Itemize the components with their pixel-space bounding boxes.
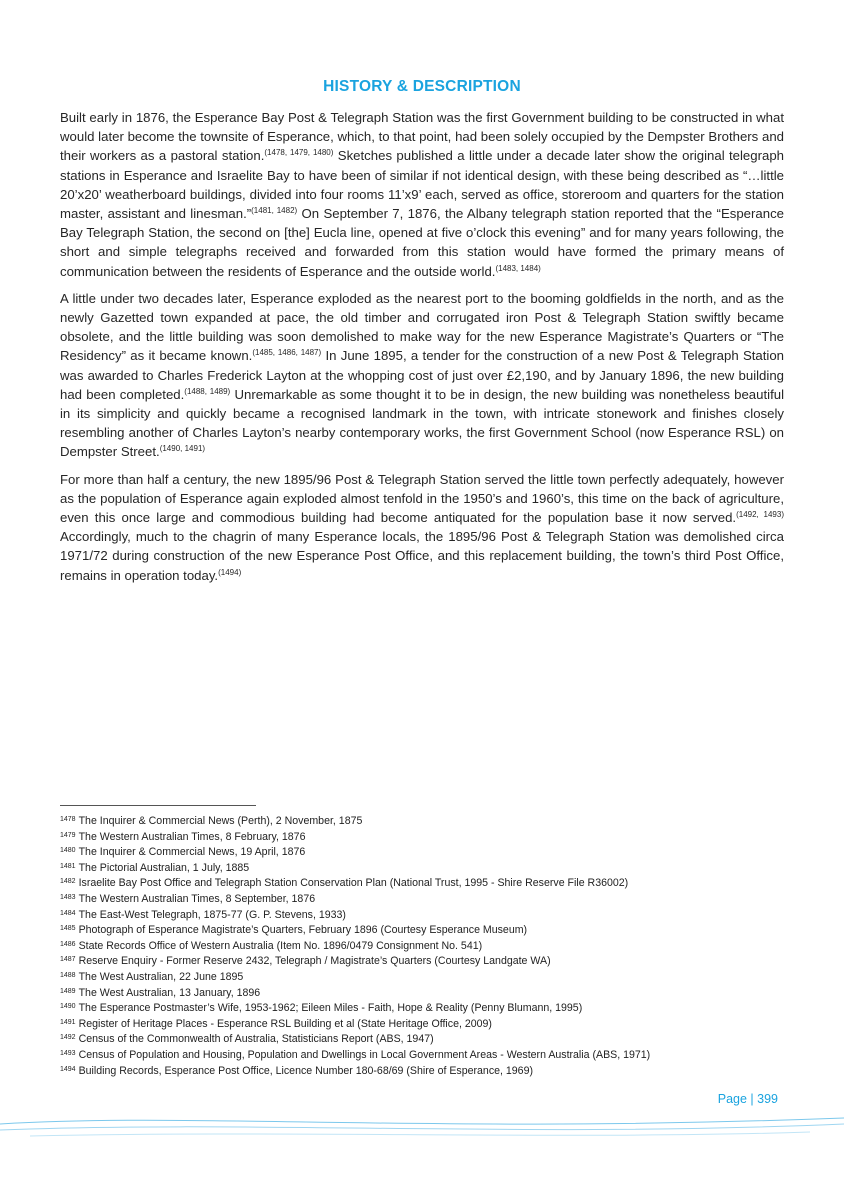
footnote [60,954,784,970]
paragraph [60,108,784,281]
footnote-text: The East-West Telegraph, 1875-77 (G. P. Stevens, 1933) [78,908,346,921]
footnote-text: The West Australian, 22 June 1895 [78,970,244,983]
citation-ref: (1483, 1484) [495,263,541,273]
footnote-number: 1491 [60,1018,76,1026]
footnote-text: The Esperance Postmaster’s Wife, 1953-1962; Eileen Miles - Faith, Hope & Reality (Penny Blumann, 1995) [78,1002,583,1015]
footnote-text: State Records Office of Western Australia (Item No. 1896/0479 Consignment No. 541) [78,939,483,952]
footnote-number: 1483 [60,893,76,901]
footnote-number: 1481 [60,862,76,870]
footnote-text: The Inquirer & Commercial News (Perth), 2 November, 1875 [78,815,363,827]
wave-line-3 [30,1132,810,1136]
footnote [60,892,784,908]
footnote-number: 1492 [60,1034,76,1042]
wave-line-1 [0,1118,844,1124]
paragraph [60,470,784,585]
paragraph-text: Built early in 1876, the Esperance Bay Post & Telegraph Station was the first Government building to be constructed in what would later become the townsite of Esperance, which, to that point, had been solely occupied by the Dempster Brothers and their workers as a pastoral station. [60,110,784,164]
footnote-number: 1494 [60,1065,76,1073]
footnote-text: The Inquirer & Commercial News, 19 April, 1876 [78,846,306,859]
footnote-text: The Western Australian Times, 8 February, 1876 [78,830,306,843]
paragraph-text: For more than half a century, the new 1895/96 Post & Telegraph Station served the little town perfectly adequately, however as the population of Esperance again exploded almost tenfold in the 1950’s and 1960’s, this time on the back of agriculture, even this once large and commodious building had become antiquated for the population base it now served. [60,471,784,526]
section-heading: HISTORY & DESCRIPTION [323,78,521,95]
footnote [60,1032,784,1048]
footnote [60,1001,784,1017]
paragraph-text: Accordingly, much to the chagrin of many Esperance locals, the 1895/96 Post & Telegraph Station was demolished circa 1971/72 during construction of the new Esperance Post Office, and this replacement building, the town’s third Post Office, remains in operation today. [60,529,784,583]
paragraph-text: On September 7, 1876, the Albany telegraph station reported that the “Esperance Bay Telegraph Station, the second on [the] Eucla line, opened at five o’clock this evening” and for many years following, the short and simple telegraphs received and forwarded from this station would have formed the primary means of communication between the residents of Esperance and the outside world. [60,206,784,279]
footnote [60,814,784,830]
footnote-number: 1478 [60,816,76,823]
footnote-text: Photograph of Esperance Magistrate’s Quarters, February 1896 (Courtesy Esperance Museum) [78,924,528,937]
footnote-number: 1482 [60,878,76,886]
footnote-text: The West Australian, 13 January, 1896 [78,986,261,999]
citation-ref: (1485, 1486, 1487) [252,348,322,358]
footnote-number: 1479 [60,831,76,839]
footnote-text: Israelite Bay Post Office and Telegraph Station Conservation Plan (National Trust, 1995 - Shire Reserve File R36002) [78,877,629,890]
citation-ref: (1490, 1491) [159,444,206,454]
footnote [60,986,784,1002]
citation-ref: (1488, 1489) [184,386,231,396]
footnote [60,845,784,861]
footnote-text: Building Records, Esperance Post Office, Licence Number 180-68/69 (Shire of Esperance, 1969) [78,1064,533,1077]
footnote [60,970,784,986]
footnote [60,861,784,877]
footnote [60,1048,784,1064]
paragraph-text: A little under two decades later, Esperance exploded as the nearest port to the booming goldfields in the north, and as the newly Gazetted town expanded at pace, the old timber and corrugated iron Post & Telegraph Station swiftly became obsolete, and the little building was soon demolished to make way for the new Esperance Magistrate’s Quarters or “The Residency” as it became known. [60,290,784,364]
footnote-divider [60,805,256,806]
page-number: Page | 399 [717,1092,778,1106]
paragraph [60,289,784,462]
footnote [60,939,784,955]
footnotes [60,814,784,1079]
citation-ref: (1481, 1482) [251,206,298,216]
footnote-text: The Pictorial Australian, 1 July, 1885 [78,861,250,874]
footnote-number: 1489 [60,987,76,995]
footnote-text: Census of the Commonwealth of Australia, Statisticians Report (ABS, 1947) [78,1033,434,1046]
footnote-number: 1487 [60,956,76,964]
footnote-text: Census of Population and Housing, Population and Dwellings in Local Government Areas - Western Australia (ABS, 1971) [78,1048,651,1061]
footnote [60,1064,784,1080]
citation-ref: (1494) [218,567,242,577]
footnote [60,923,784,939]
paragraph-text: Unremarkable as some thought it to be in design, the new building was nonetheless beautiful in its simplicity and quickly became a recognised landmark in the town, with intricate stonework and finishes closely resembling another of Charles Layton’s nearby contemporary works, the first Government School (now Esperance RSL) on Dempster Street. [60,386,785,460]
wave-decoration [0,1110,844,1150]
paragraph-text: Sketches published a little under a decade later show the original telegraph stations in Esperance and Israelite Bay to have been of similar if not identical design, with these being described as “…little 20’x20’ weatherboard buildings, divided into four rooms 11’x9’ each, served as office, storeroom and quarters for the station master, assistant and linesman.” [60,148,784,222]
footnote-text: Register of Heritage Places - Esperance RSL Building et al (State Heritage Office, 2009) [78,1017,492,1030]
footnote-number: 1493 [60,1049,76,1057]
wave-line-2 [0,1124,844,1130]
footnote [60,830,784,846]
footnote-text: Reserve Enquiry - Former Reserve 2432, Telegraph / Magistrate’s Quarters (Courtesy Landgate WA) [78,955,551,968]
citation-ref: (1478, 1479, 1480) [264,148,334,158]
footnote-number: 1490 [60,1003,76,1011]
footnote-text: The Western Australian Times, 8 September, 1876 [78,892,316,905]
footnote-number: 1486 [60,940,76,948]
footnote-number: 1485 [60,925,76,933]
footnote [60,908,784,924]
footnote-number: 1480 [60,847,76,855]
citation-ref: (1492, 1493) [736,510,784,520]
footnote-number: 1488 [60,971,76,979]
footnote [60,1017,784,1033]
footnote-number: 1484 [60,909,76,917]
footnote [60,876,784,892]
body-text [60,108,784,593]
paragraph-text: In June 1895, a tender for the construction of a new Post & Telegraph Station was awarded to Charles Frederick Layton at the whopping cost of just over £2,190, and by January 1896, the new building had been completed. [60,348,785,402]
